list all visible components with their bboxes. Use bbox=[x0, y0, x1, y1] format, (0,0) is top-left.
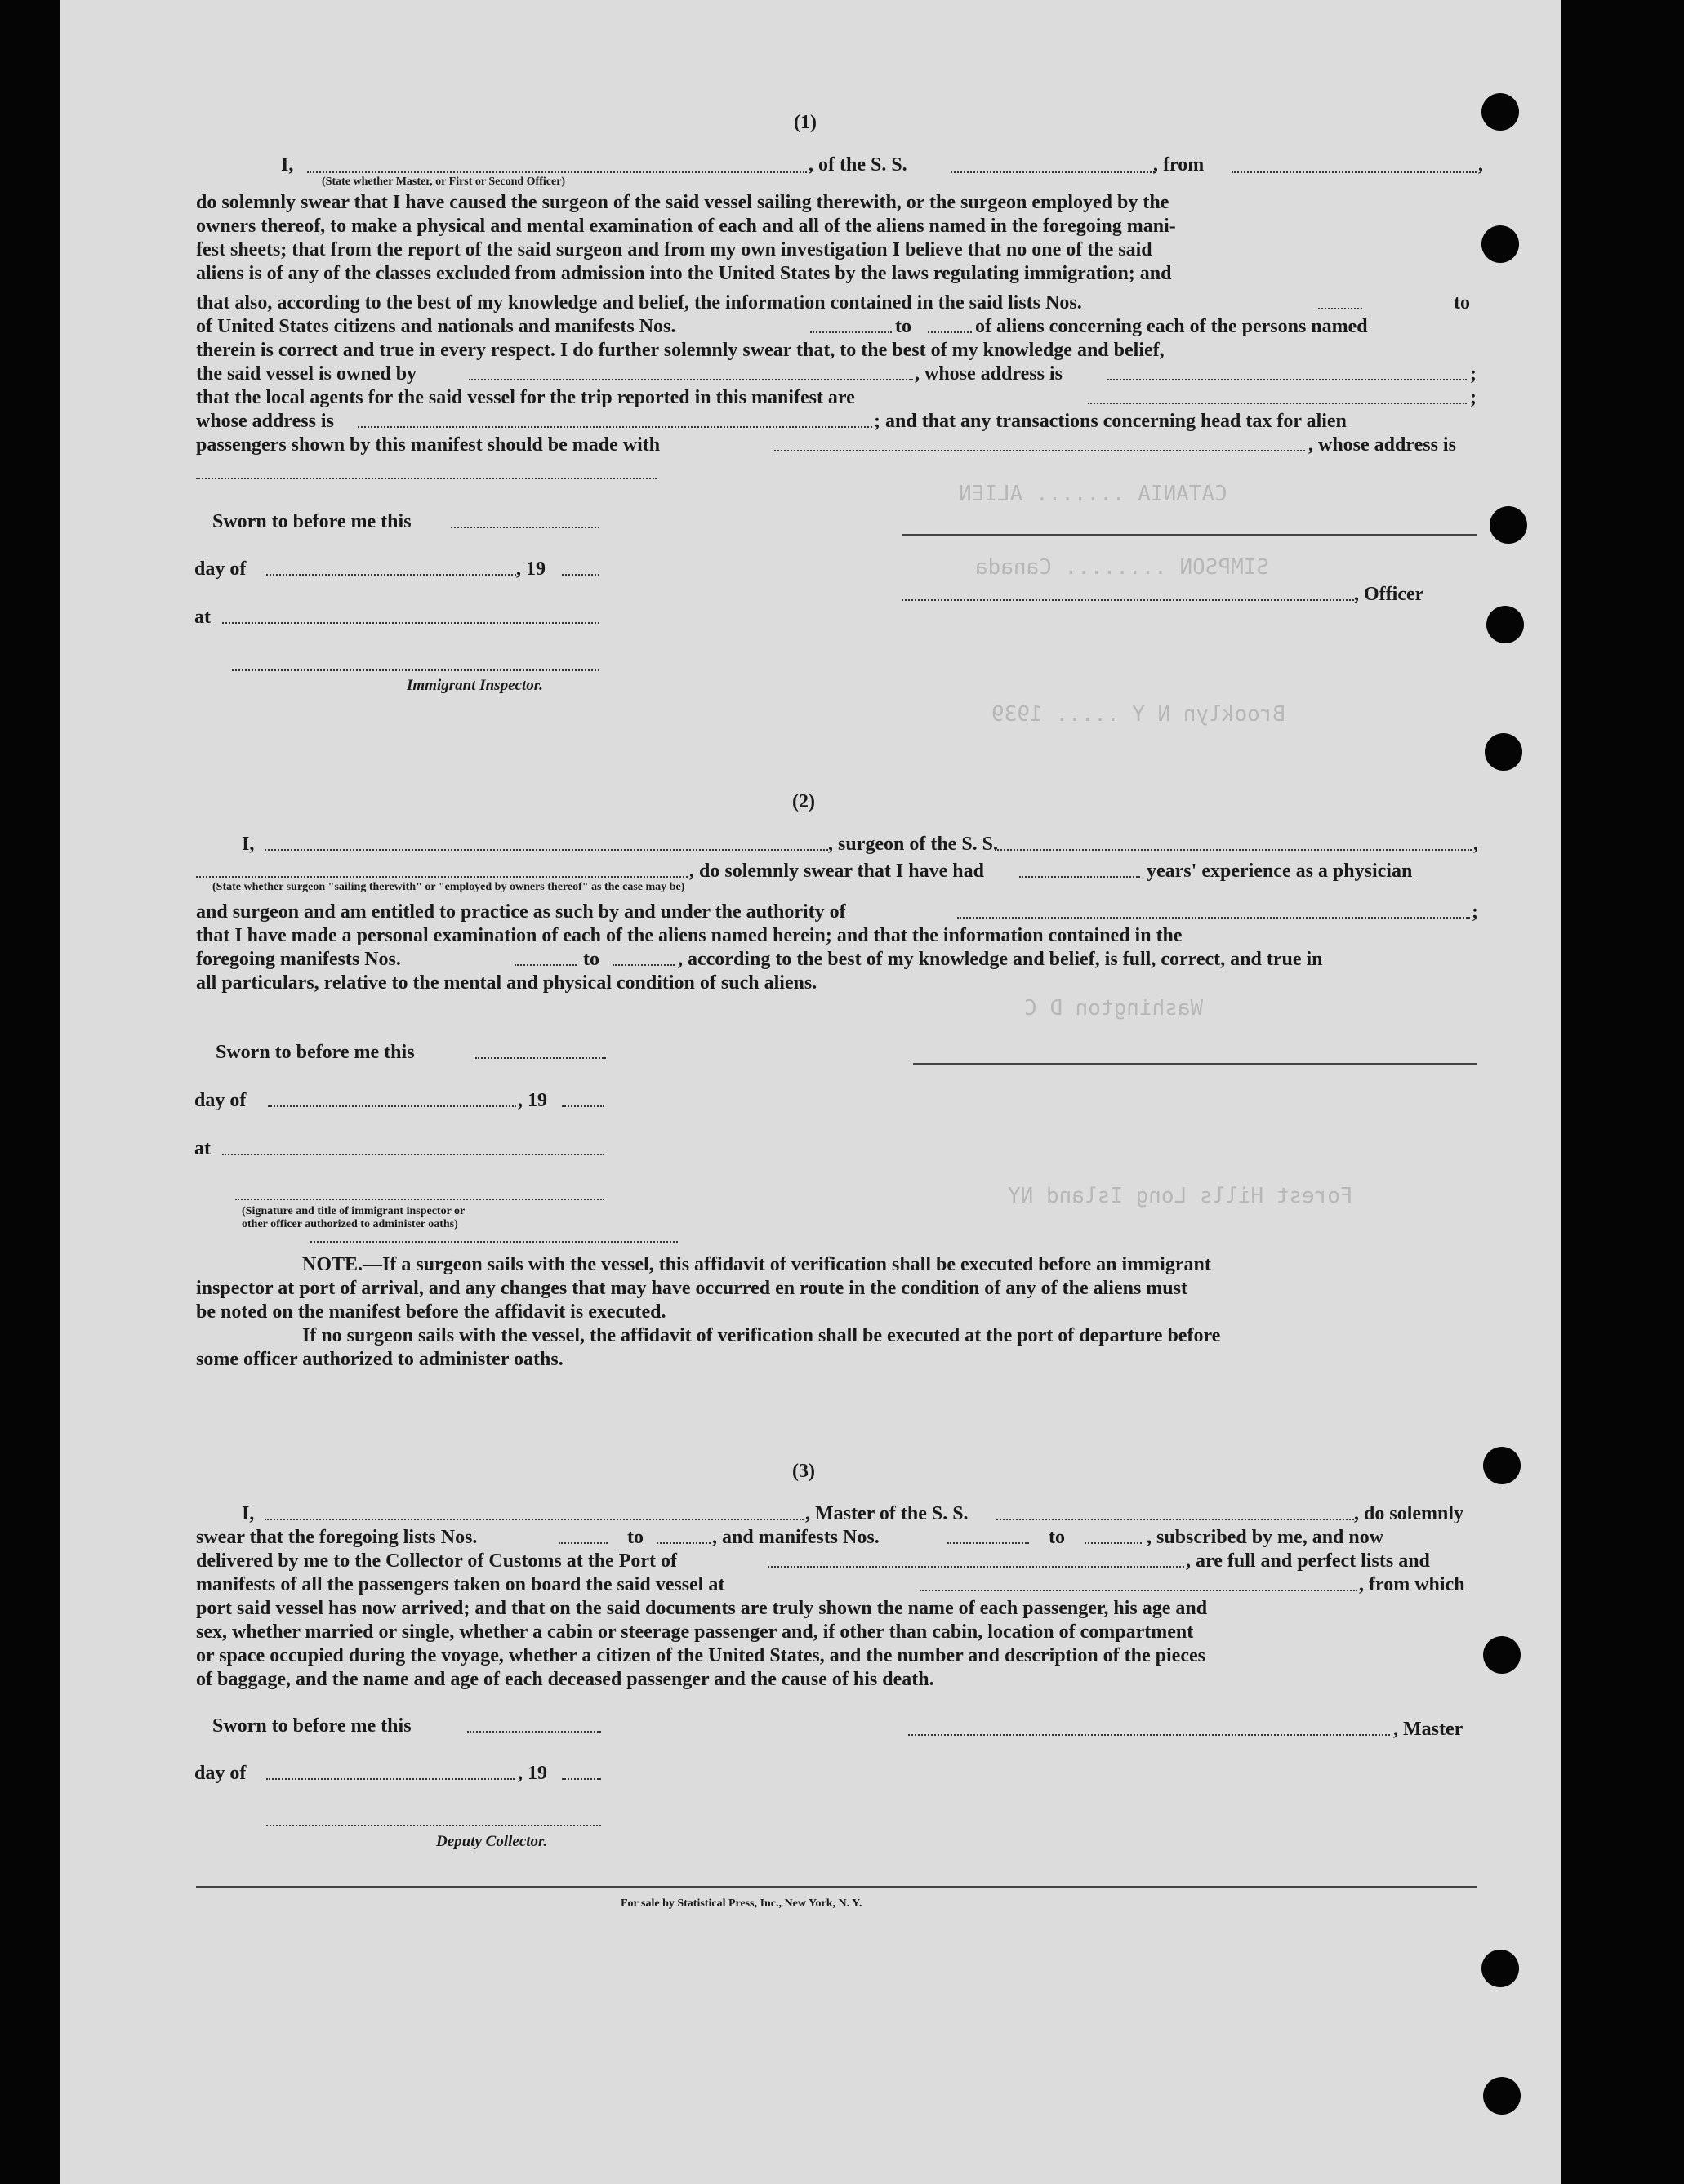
note-line: some officer authorized to administer oaths. bbox=[196, 1349, 564, 1370]
s1-head-tax-address-field[interactable] bbox=[196, 478, 657, 479]
s1-head-tax-field[interactable] bbox=[774, 450, 1305, 451]
s2-line-4: that I have made a personal examination of each of the aliens named herein; and that the information contained in the bbox=[196, 925, 1183, 946]
s2-manifests-to-field[interactable] bbox=[613, 964, 675, 966]
section-3-number: (3) bbox=[792, 1461, 815, 1482]
s3-master-label: , Master bbox=[1393, 1719, 1463, 1740]
s1-para-line: fest sheets; that from the report of the said surgeon and from my own investigation I believe that no one of the said bbox=[196, 239, 1152, 260]
s2-manifests-from-field[interactable] bbox=[515, 964, 577, 966]
s2-line-2-b: years' experience as a physician bbox=[1147, 861, 1413, 882]
s2-sig-note-1: (Signature and title of immigrant inspector or bbox=[242, 1205, 466, 1217]
s3-line-1-c: , do solemnly bbox=[1354, 1503, 1464, 1524]
s2-surgeon-signature-line[interactable] bbox=[913, 1063, 1477, 1065]
s2-line-1-ship: , surgeon of the S. S. bbox=[828, 834, 999, 855]
s1-owner-address-field[interactable] bbox=[1107, 379, 1467, 380]
s2-years-field[interactable] bbox=[1019, 876, 1140, 878]
section-1-number: (1) bbox=[794, 112, 817, 133]
s3-boarding-port-field[interactable] bbox=[920, 1590, 1357, 1591]
s1-owner-field[interactable] bbox=[469, 379, 913, 380]
s1-year-label: , 19 bbox=[516, 558, 546, 580]
s2-sworn-label: Sworn to before me this bbox=[216, 1042, 415, 1063]
s1-agents-field[interactable] bbox=[1088, 403, 1467, 404]
s2-at-label: at bbox=[194, 1138, 211, 1159]
s1-year-field[interactable] bbox=[562, 574, 599, 576]
note-line: NOTE.—If a surgeon sails with the vessel, this affidavit of verification shall be executed before an immigrant bbox=[302, 1254, 1211, 1275]
s3-year-label: , 19 bbox=[518, 1763, 547, 1784]
s1-at-field[interactable] bbox=[222, 622, 599, 624]
s1-inspector-label: Immigrant Inspector. bbox=[407, 677, 543, 694]
s1-day-label: day of bbox=[194, 558, 247, 580]
punch-hole bbox=[1483, 1447, 1521, 1484]
s1-line-6-to: to bbox=[1454, 292, 1470, 314]
s1-sworn-date-field[interactable] bbox=[451, 527, 599, 528]
s2-sig-note-2: other officer authorized to administer oaths) bbox=[242, 1218, 458, 1230]
punch-hole bbox=[1490, 506, 1527, 544]
s1-line-12-b: , whose address is bbox=[1308, 434, 1456, 456]
s1-line-1-ship: , of the S. S. bbox=[809, 154, 907, 176]
s3-line-3-b: , are full and perfect lists and bbox=[1186, 1550, 1430, 1572]
s1-line-9-b: , whose address is bbox=[915, 363, 1063, 385]
s3-para-line: of baggage, and the name and age of each deceased passenger and the cause of his death. bbox=[196, 1669, 934, 1690]
bleed-through-text: SIMPSON ........ Canada bbox=[975, 555, 1270, 580]
s1-officer-signature-line[interactable] bbox=[902, 534, 1477, 536]
s2-day-field[interactable] bbox=[268, 1105, 516, 1107]
s3-sworn-label: Sworn to before me this bbox=[212, 1715, 412, 1737]
bleed-through-text: CATANIA ....... ALIEN bbox=[959, 482, 1227, 506]
s1-para-line: do solemnly swear that I have caused the surgeon of the said vessel sailing therewith, or the surgeon employed by the bbox=[196, 192, 1169, 213]
s3-year-field[interactable] bbox=[562, 1778, 601, 1780]
s3-deputy-signature-line[interactable] bbox=[266, 1825, 601, 1826]
s1-line-8: therein is correct and true in every respect. I do further solemnly swear that, to the best of my knowledge and belief, bbox=[196, 340, 1165, 361]
s1-day-field[interactable] bbox=[266, 574, 516, 576]
s1-lists-from-field[interactable] bbox=[1318, 308, 1362, 309]
s1-para-line: aliens is of any of the classes excluded from admission into the United States by the laws regulating immigration; and bbox=[196, 263, 1172, 284]
s1-line-9-a: the said vessel is owned by bbox=[196, 363, 417, 385]
s2-surgeon-name-field[interactable] bbox=[265, 849, 828, 851]
s1-officer-title-line[interactable] bbox=[902, 599, 1354, 601]
note-line: If no surgeon sails with the vessel, the affidavit of verification shall be executed at the port of departure before bbox=[302, 1325, 1221, 1346]
s2-line-1-comma: , bbox=[1473, 834, 1478, 855]
punch-hole bbox=[1481, 1950, 1519, 1987]
s3-para-line: or space occupied during the voyage, whether a citizen of the United States, and the number and description of the pieces bbox=[196, 1645, 1205, 1666]
bleed-through-text: Washington D C bbox=[1024, 996, 1204, 1021]
s2-line-6: all particulars, relative to the mental and physical condition of such aliens. bbox=[196, 972, 817, 994]
s1-line-11-a: whose address is bbox=[196, 411, 334, 432]
bleed-through-text: Brooklyn N Y ..... 1939 bbox=[991, 702, 1286, 727]
s3-ship-name-field[interactable] bbox=[996, 1519, 1354, 1520]
s3-line-2-e: , subscribed by me, and now bbox=[1147, 1527, 1384, 1548]
s2-line-5-a: foregoing manifests Nos. bbox=[196, 949, 401, 970]
s1-line-12-a: passengers shown by this manifest should be made with bbox=[196, 434, 661, 456]
s2-line-3-a: and surgeon and am entitled to practice as such by and under the authority of bbox=[196, 901, 846, 923]
s1-line-7-a: of United States citizens and nationals and manifests Nos. bbox=[196, 316, 676, 337]
s2-line-2-a: , do solemnly swear that I have had bbox=[689, 861, 984, 882]
s1-line-10-b: ; bbox=[1470, 387, 1477, 408]
s3-para-line: port said vessel has now arrived; and that on the said documents are truly shown the name of each passenger, his age and bbox=[196, 1598, 1208, 1619]
s3-line-3-a: delivered by me to the Collector of Customs at the Port of bbox=[196, 1550, 677, 1572]
s1-para-line: owners thereof, to make a physical and mental examination of each and all of the aliens named in the foregoing mani- bbox=[196, 216, 1176, 237]
s1-master-name-field[interactable] bbox=[307, 171, 807, 173]
s3-para-line: sex, whether married or single, whether a cabin or steerage passenger and, if other than cabin, location of compartment bbox=[196, 1621, 1194, 1643]
punch-hole bbox=[1485, 733, 1522, 771]
s2-inspector-signature-line[interactable] bbox=[235, 1199, 604, 1200]
s1-at-label: at bbox=[194, 607, 211, 628]
punch-hole bbox=[1483, 1636, 1521, 1674]
s1-ship-name-field[interactable] bbox=[951, 171, 1155, 173]
s3-day-label: day of bbox=[194, 1763, 247, 1784]
s2-year-field[interactable] bbox=[562, 1105, 604, 1107]
s3-manifests-from-field[interactable] bbox=[947, 1542, 1029, 1544]
punch-hole bbox=[1483, 2077, 1521, 2115]
punch-hole bbox=[1486, 606, 1524, 643]
s3-line-1-ship: , Master of the S. S. bbox=[805, 1503, 969, 1524]
s1-line-9-c: ; bbox=[1470, 363, 1477, 385]
note-line: inspector at port of arrival, and any changes that may have occurred en route in the condition of any of the aliens must bbox=[196, 1278, 1187, 1299]
s3-line-4-b: , from which bbox=[1359, 1574, 1465, 1595]
punch-hole bbox=[1481, 93, 1519, 131]
s1-line-1-comma: , bbox=[1478, 154, 1483, 176]
s3-lists-from-field[interactable] bbox=[559, 1542, 608, 1544]
s2-ship-name-field[interactable] bbox=[995, 849, 1472, 851]
s1-sworn-label: Sworn to before me this bbox=[212, 511, 412, 532]
s3-master-name-field[interactable] bbox=[265, 1519, 804, 1520]
s3-line-2-to-2: to bbox=[1049, 1527, 1065, 1548]
s1-from-port-field[interactable] bbox=[1232, 171, 1477, 173]
s3-manifests-to-field[interactable] bbox=[1085, 1542, 1142, 1544]
footer-rule bbox=[196, 1886, 1477, 1888]
s2-year-label: , 19 bbox=[518, 1090, 547, 1111]
s1-line-11-b: ; and that any transactions concerning head tax for alien bbox=[874, 411, 1347, 432]
footer-text: For sale by Statistical Press, Inc., New York, N. Y. bbox=[621, 1897, 862, 1910]
s1-line-6: that also, according to the best of my knowledge and belief, the information contained in the said lists Nos. bbox=[196, 292, 1082, 314]
s2-day-label: day of bbox=[194, 1090, 247, 1111]
s1-line-7-c: of aliens concerning each of the persons named bbox=[975, 316, 1368, 337]
s3-day-field[interactable] bbox=[266, 1778, 515, 1780]
s2-line-5-c: , according to the best of my knowledge and belief, is full, correct, and true in bbox=[678, 949, 1323, 970]
s2-line-3-b: ; bbox=[1472, 901, 1478, 923]
s1-manifests-to-field[interactable] bbox=[928, 331, 972, 333]
s3-line-2-to: to bbox=[627, 1527, 644, 1548]
s3-line-4-a: manifests of all the passengers taken on board the said vessel at bbox=[196, 1574, 725, 1595]
s1-inspector-signature-line[interactable] bbox=[232, 669, 599, 671]
manifest-page bbox=[60, 0, 1561, 2184]
s2-surgeon-note: (State whether surgeon "sailing therewith" or "employed by owners thereof" as the case may be) bbox=[212, 881, 685, 893]
s3-master-signature-line[interactable] bbox=[908, 1734, 1390, 1736]
s2-line-5-to: to bbox=[583, 949, 599, 970]
s1-line-10-a: that the local agents for the said vessel for the trip reported in this manifest are bbox=[196, 387, 855, 408]
s1-manifests-from-field[interactable] bbox=[810, 331, 892, 333]
punch-hole bbox=[1481, 225, 1519, 263]
s1-agents-address-field[interactable] bbox=[358, 426, 872, 428]
s3-deputy-label: Deputy Collector. bbox=[436, 1833, 548, 1850]
s1-master-note: (State whether Master, or First or Second Officer) bbox=[322, 176, 566, 188]
s2-note-divider bbox=[310, 1241, 678, 1243]
s1-officer-label: , Officer bbox=[1354, 584, 1424, 605]
s2-sworn-date-field[interactable] bbox=[475, 1057, 606, 1059]
s3-port-field[interactable] bbox=[768, 1566, 1184, 1568]
bleed-through-text: Forest Hills Long Island NY bbox=[1008, 1184, 1353, 1208]
section-2-number: (2) bbox=[792, 791, 815, 812]
s2-surgeon-type-field[interactable] bbox=[196, 876, 688, 878]
s3-line-1-i: I, bbox=[242, 1503, 255, 1524]
s1-line-7-to: to bbox=[895, 316, 911, 337]
s3-line-2-c: , and manifests Nos. bbox=[712, 1527, 880, 1548]
s3-lists-to-field[interactable] bbox=[657, 1542, 711, 1544]
s1-line-1-from: , from bbox=[1153, 154, 1205, 176]
s3-sworn-date-field[interactable] bbox=[467, 1731, 601, 1733]
note-line: be noted on the manifest before the affidavit is executed. bbox=[196, 1301, 666, 1323]
s1-line-1-i: I, bbox=[281, 154, 294, 176]
s2-authority-field[interactable] bbox=[957, 917, 1470, 919]
s2-line-1-i: I, bbox=[242, 834, 255, 855]
s3-line-2-a: swear that the foregoing lists Nos. bbox=[196, 1527, 478, 1548]
s2-at-field[interactable] bbox=[222, 1154, 604, 1155]
